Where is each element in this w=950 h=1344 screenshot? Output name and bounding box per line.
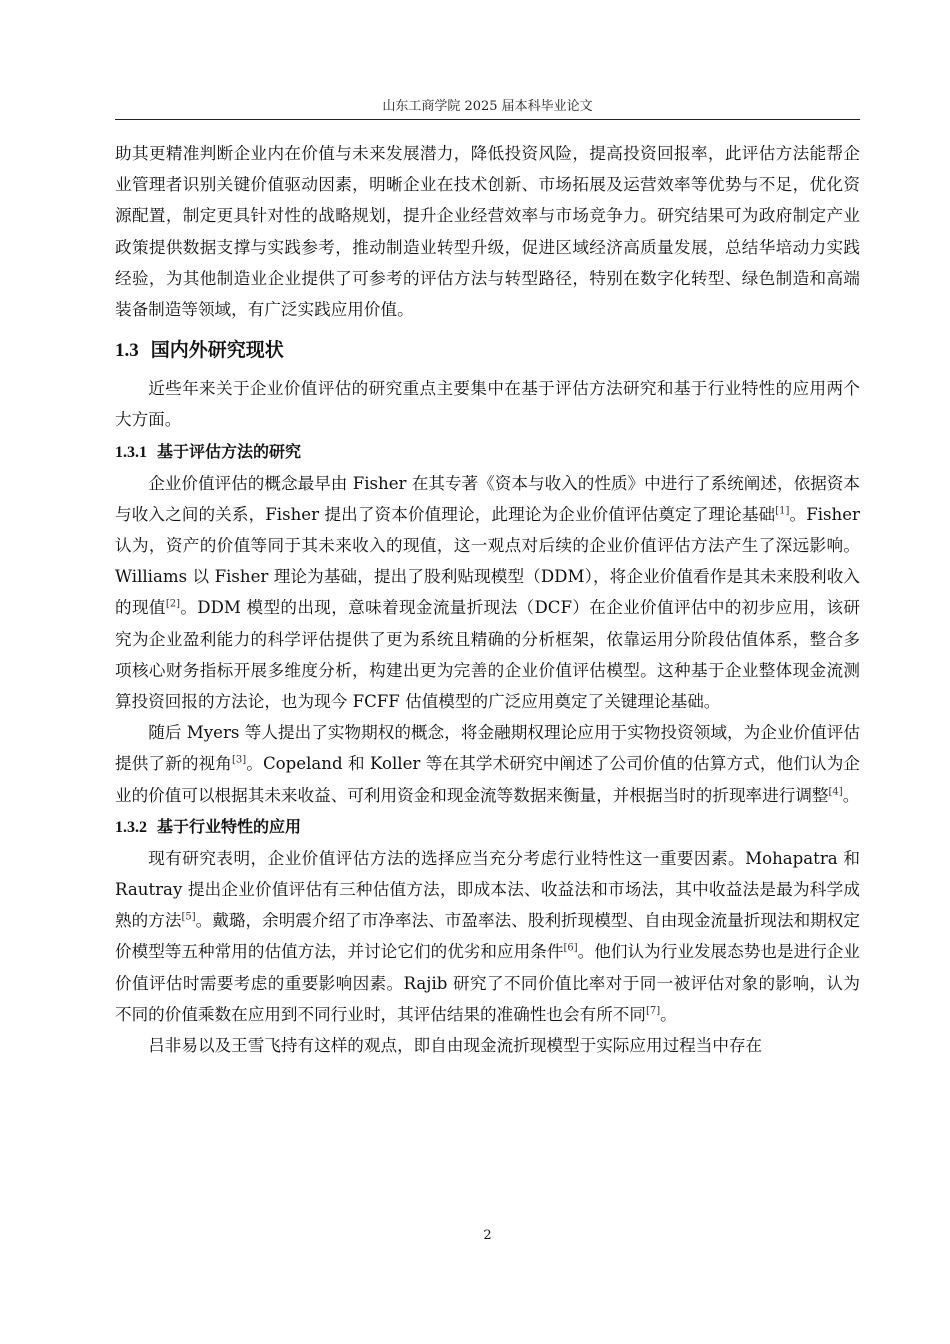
section-title: 国内外研究现状 bbox=[150, 339, 284, 362]
subsection-heading-1-3-2 bbox=[115, 811, 860, 843]
paragraph-text: 随后 Myers 等人提出了实物期权的概念，将金融期权理论应用于实物投资领域，为企业价值评估提供了新的视角 bbox=[115, 723, 860, 774]
subsection-title: 基于评估方法的研究 bbox=[157, 441, 302, 461]
paragraph-text: 现有研究表明，企业价值评估方法的选择应当充分考虑行业特性这一重要因素。Mohapatra 和 Rautray 提出企业价值评估有三种估值方法，即成本法、收益法和市场法，其中收益法是最为科学成熟的方法 bbox=[115, 848, 860, 931]
subsection-number: 1.3.1 bbox=[115, 443, 147, 461]
subsection-title: 基于行业特性的应用 bbox=[157, 816, 302, 836]
subsection-heading-1-3-1 bbox=[115, 436, 860, 468]
page-body bbox=[115, 138, 860, 1061]
paragraph-industry bbox=[115, 843, 860, 1030]
paragraph-text: 。 bbox=[842, 785, 860, 805]
paragraph-intro-continued: 助其更精准判断企业内在价值与未来发展潜力，降低投资风险，提高投资回报率，此评估方法能帮企业管理者识别关键价值驱动因素，明晰企业在技术创新、市场拓展及运营效率等优势与不足，优化资源配置，制定更具针对性的战略规划，提升企业经营效率与市场竞争力。研究结果可为政府制定产业政策提供数据支撑与实践参考，推动制造业转型升级，促进区域经济高质量发展，总结华培动力实践经验，为其他制造业企业提供了可参考的评估方法与转型路径，特别在数字化转型、绿色制造和高端装备制造等领域，有广泛实践应用价值。 bbox=[115, 144, 860, 320]
citation-ref-4: [4] bbox=[828, 786, 843, 798]
paragraph-text: 。Copeland 和 Koller 等在其学术研究中阐述了公司价值的估算方式，他们认为企业的价值可以根据其未来收益、可利用资金和现金流等数据来衡量，并根据当时的折现率进行调整 bbox=[115, 754, 860, 805]
paragraph-1-3: 近些年来关于企业价值评估的研究重点主要集中在基于评估方法研究和基于行业特性的应用两个大方面。 bbox=[115, 379, 860, 430]
paragraph-myers bbox=[115, 717, 860, 811]
paragraph-text: 。Fisher 认为，资产的价值等同于其未来收入的现值，这一观点对后续的企业价值评估方法产生了深远影响。Williams 以 Fisher 理论为基础，提出了股利贴现模型（DDM），将企业价值看作是其未来股利收入的现值 bbox=[115, 504, 860, 618]
citation-ref-6: [6] bbox=[563, 942, 578, 954]
paragraph-text: 。戴璐，余明震介绍了市净率法、市盈率法、股利折现模型、自由现金流量折现法和期权定价模型等五种常用的估值方法，并讨论它们的优劣和应用条件 bbox=[115, 911, 861, 962]
page-number: 2 bbox=[483, 1228, 492, 1243]
subsection-number: 1.3.2 bbox=[115, 818, 147, 836]
paragraph-text: 。DDM 模型的出现，意味着现金流量折现法（DCF）在企业价值评估中的初步应用，该研究为企业盈利能力的科学评估提供了更为系统且精确的分析框架，依靠运用分阶段估值体系，整合多项核心财务指标开展多维度分析，构建出更为完善的企业价值评估模型。这种基于企业整体现金流测算投资回报的方法论，也为现今 FCFF 估值模型的广泛应用奠定了关键理论基础。 bbox=[115, 598, 861, 712]
paragraph-text: 。他们认为行业发展态势也是进行企业价值评估时需要考虑的重要影响因素。Rajib 研究了不同价值比率对于同一被评估对象的影响，认为不同的价值乘数在应用到不同行业时，其评估结果的准确性也会有所不同 bbox=[115, 942, 861, 1024]
citation-ref-3: [3] bbox=[231, 754, 247, 766]
citation-ref-5: [5] bbox=[181, 911, 196, 923]
running-header: 山东工商学院 2025 届本科毕业论文 bbox=[382, 99, 593, 114]
section-number: 1.3 bbox=[115, 340, 139, 362]
paragraph-fisher bbox=[115, 468, 860, 718]
paragraph-text: 企业价值评估的概念最早由 Fisher 在其专著《资本与收入的性质》中进行了系统阐述，依据资本与收入之间的关系，Fisher 提出了资本价值理论，此理论为企业价值评估奠定了理论基础 bbox=[115, 473, 860, 524]
section-heading-1-3 bbox=[115, 333, 860, 368]
paragraph-lv: 吕非易以及王雪飞持有这样的观点，即自由现金流折现模型于实际应用过程当中存在 bbox=[148, 1036, 763, 1056]
citation-ref-1: [1] bbox=[775, 505, 790, 517]
paragraph-text: 。 bbox=[660, 1004, 677, 1024]
citation-ref-2: [2] bbox=[165, 598, 180, 610]
header-rule bbox=[115, 119, 860, 120]
citation-ref-7: [7] bbox=[646, 1005, 661, 1017]
